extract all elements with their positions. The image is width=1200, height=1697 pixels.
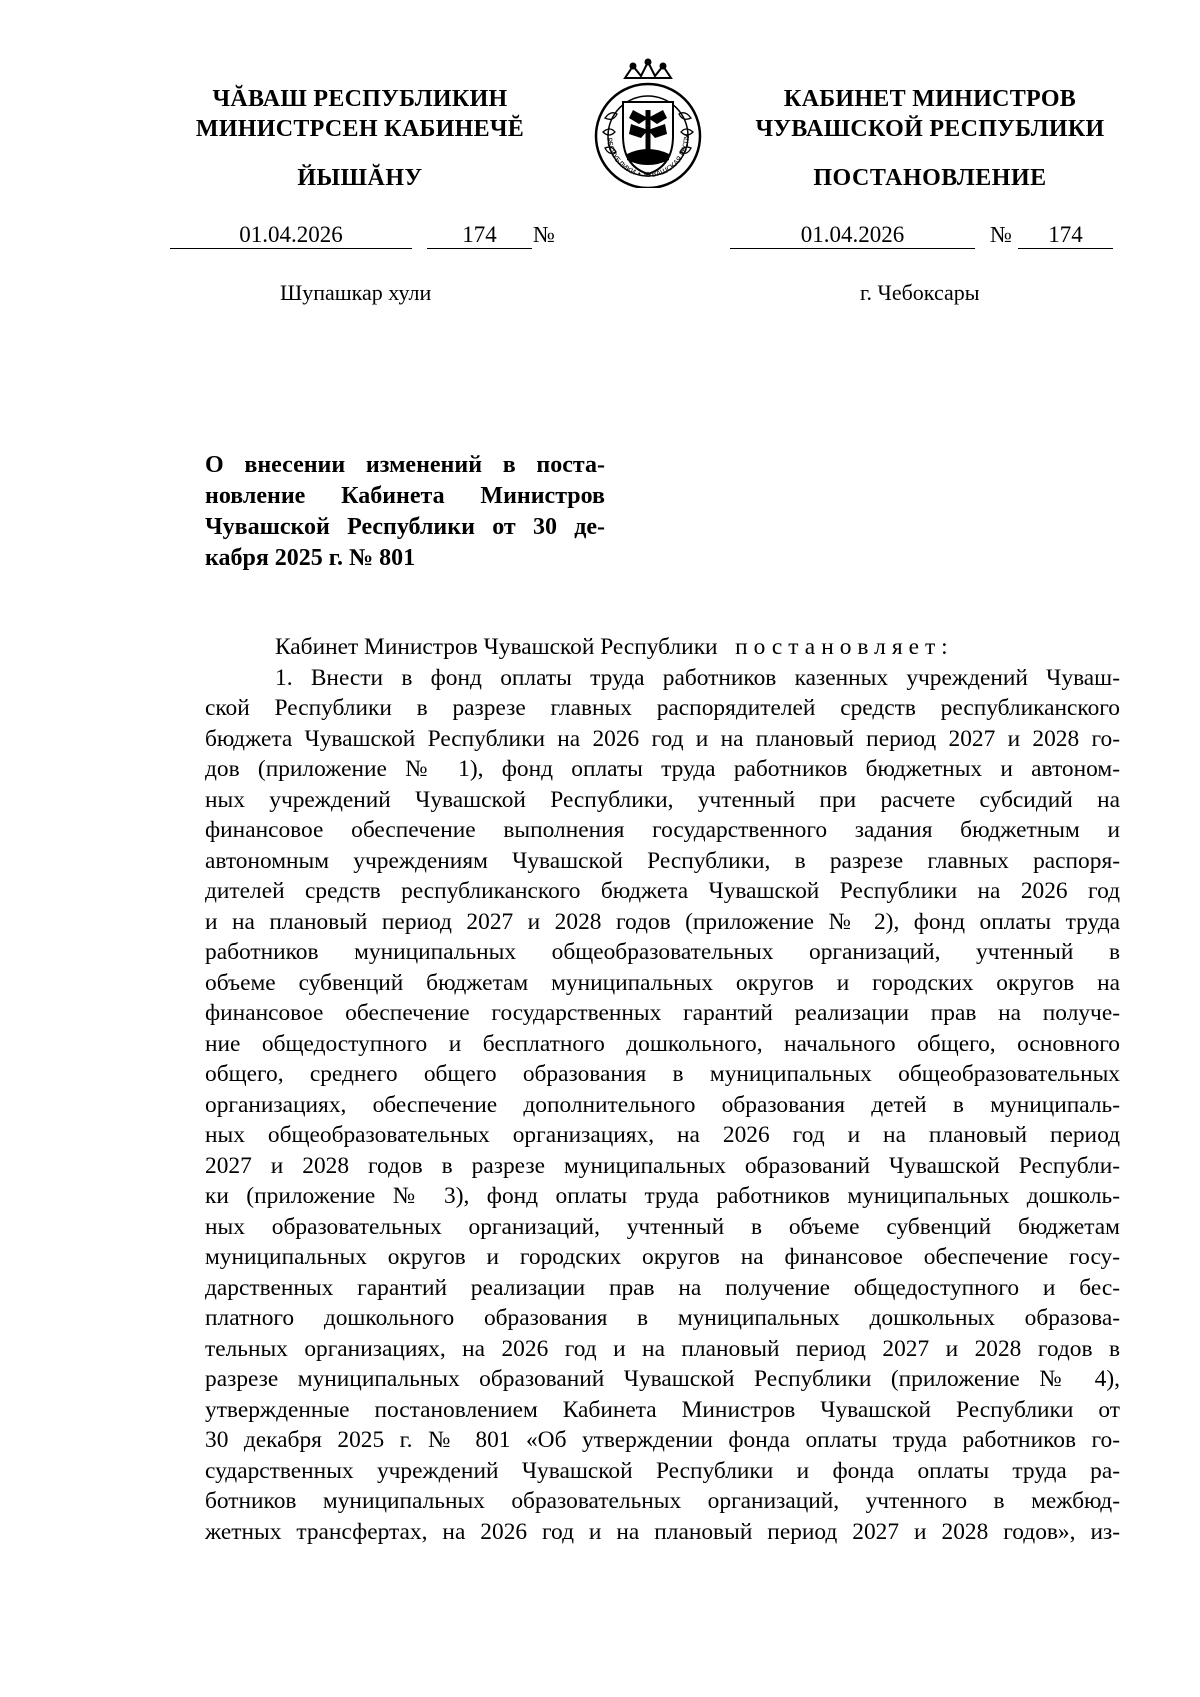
header-right-org (720, 84, 1140, 144)
body-line: ных учреждений Чувашской Республики, учтенный при расчете субсидий на (205, 786, 1120, 813)
header-left-line1: ЧĂВАШ РЕСПУБЛИКИН (212, 86, 508, 112)
body-line: общего, среднего общего образования в муниципальных общеобразовательных (205, 1061, 1120, 1087)
body-line: платного дошкольного образования в муниципальных дошкольных образова- (205, 1305, 1120, 1331)
registration-left-number: 174 (427, 222, 532, 249)
preamble (205, 632, 1120, 663)
body-line: ской Республики в разрезе главных распорядителей средств республиканского (205, 695, 1120, 721)
header-left-org (150, 84, 570, 144)
body-line: и на плановый период 2027 и 2028 годов (приложение № 2), фонд оплаты труда (205, 908, 1120, 935)
body-line: утвержденные постановлением Кабинета Министров Чувашской Республики от (205, 1396, 1120, 1423)
registration-right-number: 174 (1018, 222, 1113, 249)
subject-line-2: новление Кабинета Министров (205, 483, 605, 509)
subject-line-3: Чувашской Республики от 30 де- (205, 514, 605, 540)
preamble-verb: постановляет: (735, 634, 954, 660)
body-line: финансовое обеспечение выполнения государственного задания бюджетным и (205, 817, 1120, 843)
body-line: дарственных гарантий реализации прав на получение общедоступного и бес- (205, 1274, 1120, 1301)
body-line: автономным учреждениям Чувашской Республики, в разрезе главных распоря- (205, 847, 1120, 874)
header-right-line1: КАБИНЕТ МИНИСТРОВ (783, 86, 1077, 112)
body-line: объеме субвенций бюджетам муниципальных округов и городских округов на (205, 969, 1120, 996)
body-line: работников муниципальных общеобразовательных организаций, учтенный в (205, 939, 1120, 965)
body-line: жетных трансфертах, на 2026 год и на плановый период 2027 и 2028 годов», из- (205, 1518, 1120, 1545)
emblem-ring-text: РЕСПУБЛИКИ • ЧУВАШСКАЯ РЕСПУ (605, 134, 692, 180)
header-left-line2: МИНИСТРСЕН КАБИНЕЧĔ (195, 116, 525, 142)
city-right: г. Чебоксары (860, 280, 980, 305)
body-line: муниципальных округов и городских округов на финансовое обеспечение госу- (205, 1244, 1120, 1270)
preamble-lead: Кабинет Министров Чувашской Республики (275, 634, 718, 660)
body-line: ботников муниципальных образовательных организаций, учтенного в межбюд- (205, 1488, 1120, 1514)
body-line: 2027 и 2028 годов в разрезе муниципальных образований Чувашской Республи- (205, 1152, 1120, 1179)
body-line: сударственных учреждений Чувашской Республики и фонда оплаты труда ра- (205, 1457, 1120, 1484)
subject-line-4: кабря 2025 г. № 801 (205, 545, 416, 571)
header-left-doc-type: ЙЫШĂНУ (297, 165, 423, 191)
body-line: дителей средств республиканского бюджета Чувашской Республики на 2026 год (205, 878, 1120, 904)
registration-left-no-sign: № (533, 222, 555, 247)
body-line: 1. Внести в фонд оплаты труда работников казенных учреждений Чуваш- (275, 664, 1120, 691)
document-subject (205, 450, 605, 574)
body-line: ки (приложение № 3), фонд оплаты труда работников муниципальных дошколь- (205, 1183, 1120, 1209)
city-left: Шупашкар хули (280, 280, 432, 305)
body-line: 30 декабря 2025 г. № 801 «Об утверждении фонда оплаты труда работников го- (205, 1427, 1120, 1453)
registration-left-date: 01.04.2026 (170, 222, 412, 249)
body-line: финансовое обеспечение государственных гарантий реализации прав на получе- (205, 1000, 1120, 1026)
subject-line-1: О внесении изменений в поста- (205, 452, 605, 478)
body-line: тельных организациях, на 2026 год и на плановый период 2027 и 2028 годов в (205, 1335, 1120, 1362)
header-right-doc-type: ПОСТАНОВЛЕНИЕ (813, 165, 1047, 191)
document-body (205, 632, 1120, 1547)
coat-of-arms-icon (583, 58, 713, 188)
body-paragraph (205, 663, 1120, 1548)
header-right-line2: ЧУВАШСКОЙ РЕСПУБЛИКИ (755, 116, 1105, 142)
registration-right-date: 01.04.2026 (730, 222, 975, 249)
body-line: ние общедоступного и бесплатного дошкольного, начального общего, основного (205, 1030, 1120, 1057)
registration-right-no-sign: № (990, 222, 1012, 247)
body-line: бюджета Чувашской Республики на 2026 год и на плановый период 2027 и 2028 го- (205, 725, 1120, 752)
body-line: дов (приложение № 1), фонд оплаты труда работников бюджетных и автоном- (205, 756, 1120, 782)
body-line: организациях, обеспечение дополнительного образования детей в муниципаль- (205, 1091, 1120, 1118)
body-line: разрезе муниципальных образований Чувашской Республики (приложение № 4), (205, 1366, 1120, 1392)
body-line: ных образовательных организаций, учтенный в объеме субвенций бюджетам (205, 1213, 1120, 1240)
body-line: ных общеобразовательных организациях, на 2026 год и на плановый период (205, 1122, 1120, 1148)
